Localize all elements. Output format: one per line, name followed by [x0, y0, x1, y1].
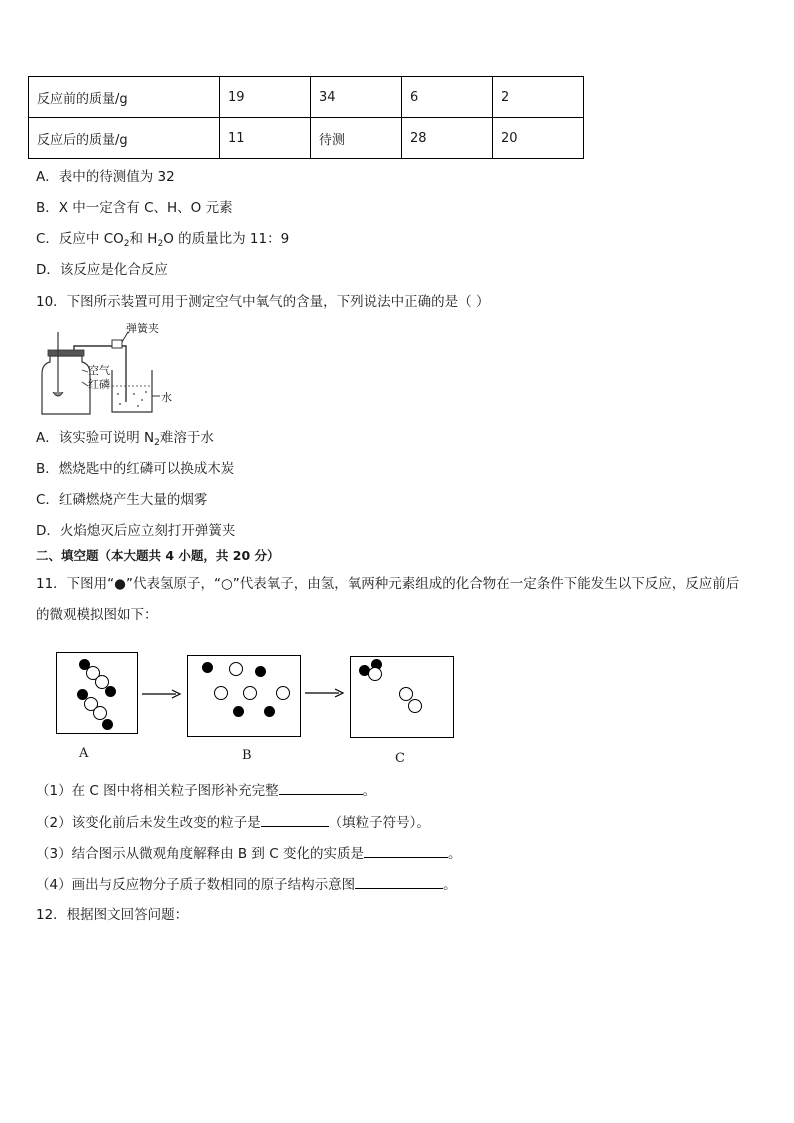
section-title: 二、填空题（本大题共 4 小题，共 20 分）	[36, 548, 280, 563]
option-text: 和 H	[129, 231, 158, 247]
q9-option-d: D．该反应是化合反应	[36, 262, 168, 278]
table-cell: 待测	[311, 118, 402, 159]
period: 。	[362, 783, 377, 799]
hydrogen-atom	[105, 686, 116, 697]
option-text: O 的质量比为 11：9	[163, 231, 290, 247]
hydrogen-atom	[102, 719, 113, 730]
mass-table	[28, 76, 584, 159]
period: 。	[443, 877, 457, 893]
q10-option-d: D．火焰熄灭后应立刻打开弹簧夹	[36, 523, 236, 539]
table-cell: 11	[220, 118, 311, 159]
option-text: 难溶于水	[159, 430, 214, 446]
diagram-box-c	[350, 656, 454, 738]
oxygen-atom	[408, 699, 422, 713]
q12-stem: 12．根据图文回答问题：	[36, 907, 189, 923]
arrow-icon	[305, 687, 345, 699]
q9-option-b: B．X 中一定含有 C、H、O 元素	[36, 200, 233, 216]
q10-stem: 10．下图所示装置可用于测定空气中氧气的含量，下列说法中正确的是（ ）	[36, 294, 490, 310]
answer-blank[interactable]	[261, 813, 329, 827]
q10-option-c: C．红磷燃烧产生大量的烟雾	[36, 492, 208, 508]
q11-sub3	[36, 844, 461, 863]
fig-label-phosphorus: 红磷	[88, 378, 110, 391]
q10-option-a	[36, 429, 214, 447]
table-cell: 28	[402, 118, 493, 159]
arrow-icon	[142, 688, 182, 700]
oxygen-atom	[214, 686, 228, 700]
subscript: 2	[123, 239, 130, 249]
q11-stem-line2: 的微观模拟图如下：	[36, 607, 158, 623]
answer-blank[interactable]	[279, 781, 363, 795]
hydrogen-atom	[233, 706, 244, 717]
answer-blank[interactable]	[355, 875, 443, 889]
hydrogen-atom	[255, 666, 266, 677]
oxygen-atom	[93, 706, 107, 720]
option-text: C．反应中 CO	[36, 231, 124, 247]
oxygen-atom	[243, 686, 257, 700]
oxygen-atom	[229, 662, 243, 676]
fig-label-air: 空气	[88, 364, 110, 377]
table-row	[29, 118, 584, 159]
table-row	[29, 77, 584, 118]
period: 。	[447, 846, 462, 862]
q11-sub1	[36, 781, 376, 800]
subscript: 2	[157, 239, 164, 249]
q11-sub4	[36, 875, 457, 894]
fig-label-water: 水	[161, 391, 172, 404]
table-cell: 反应后的质量/g	[29, 118, 220, 159]
question-text: （4）画出与反应物分子质子数相同的原子结构示意图	[36, 877, 356, 893]
q11-sub2	[36, 813, 430, 832]
figure-label-c: C	[395, 751, 405, 766]
oxygen-atom	[368, 667, 382, 681]
option-text: A．该实验可说明 N	[36, 430, 155, 446]
table-cell: 34	[311, 77, 402, 118]
oxygen-atom	[276, 686, 290, 700]
figure-label-b: B	[242, 748, 252, 763]
figure-label-a: A	[79, 746, 89, 761]
q10-option-b: B．燃烧匙中的红磷可以换成木炭	[36, 461, 235, 477]
fig-label-clamp: 弹簧夹	[126, 322, 159, 335]
q9-option-c	[36, 230, 289, 248]
hydrogen-atom	[264, 706, 275, 717]
q9-option-a: A．表中的待测值为 32	[36, 169, 175, 185]
table-cell: 反应前的质量/g	[29, 77, 220, 118]
question-text: （2）该变化前后未发生改变的粒子是	[36, 815, 261, 831]
hydrogen-atom	[202, 662, 213, 673]
q11-stem-line1: 11．下图用“●”代表氢原子，“○”代表氧子，由氢，氧两种元素组成的化合物在一定条件下能发生以下反应，反应前后	[36, 576, 740, 592]
table-cell: 6	[402, 77, 493, 118]
diagram-box-a	[56, 652, 138, 734]
subscript: 2	[154, 438, 160, 448]
question-text: （1）在 C 图中将相关粒子图形补充完整	[36, 783, 279, 799]
question-text: （3）结合图示从微观角度解释由 B 到 C 变化的实质是	[36, 846, 364, 862]
question-text: （填粒子符号）。	[328, 815, 430, 831]
answer-blank[interactable]	[364, 844, 448, 858]
table-cell: 20	[493, 118, 584, 159]
diagram-box-b	[187, 655, 301, 737]
table-cell: 2	[493, 77, 584, 118]
table-cell: 19	[220, 77, 311, 118]
